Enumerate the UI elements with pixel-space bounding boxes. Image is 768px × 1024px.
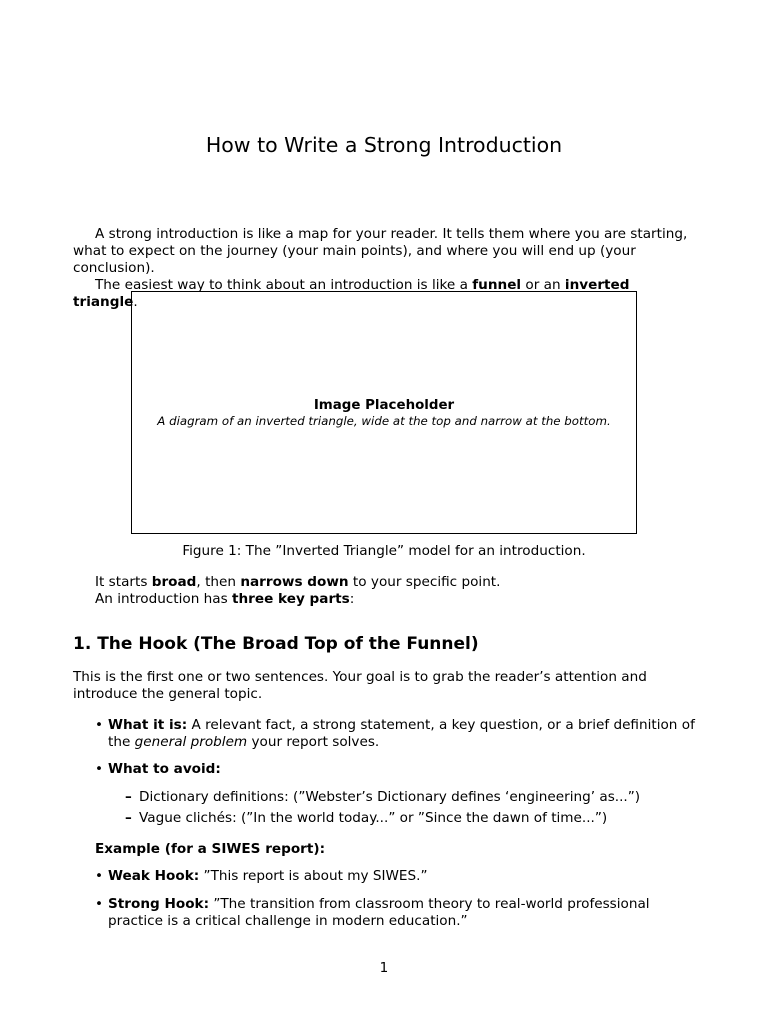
dash-icon: – [125,810,132,826]
bullet-icon: • [95,717,104,733]
line-text: : [349,591,355,607]
document-title: How to Write a Strong Introduction [205,133,563,157]
narrows-down-term: narrows down [240,574,349,590]
avoid-item-text: Dictionary definitions: (”Webster’s Dictionary defines ‘engineering’ as...”) [139,789,641,805]
intro-paragraph-1: A strong introduction is like a map for your reader. It tells them where you are starting, what to expect on the journey (your main points), and where you will end up (your conclusion). [73,226,688,276]
bullet-body: your report solves. [247,734,380,750]
bullet-text [108,761,697,778]
bullet-label: Weak Hook: [108,868,200,884]
bullet-label: What it is: [108,717,188,733]
placeholder-title: Image Placeholder [313,398,455,413]
bullet-icon: • [95,896,104,912]
broad-term: broad [151,574,197,590]
line-text: , then [196,574,241,590]
bullet-label: What to avoid: [108,761,221,777]
bullet-text [108,896,697,930]
general-problem-term: general problem [134,734,248,750]
bullet-body: ”The transition from classroom theory to real-world professional practice is a critical challenge in modern education.” [108,896,650,929]
placeholder-description: A diagram of an inverted triangle, wide at the top and narrow at the bottom. [157,414,611,428]
intro-text: . [133,294,138,310]
avoid-item [125,810,697,827]
funnel-term: funnel [472,277,522,293]
bullet-what-to-avoid [95,761,697,778]
intro-text: The easiest way to think about an introduction is like a [95,277,473,293]
line-text: An introduction has [95,591,232,607]
dash-icon: – [125,789,132,805]
bullet-icon: • [95,868,104,884]
bullet-body: A relevant fact, a strong statement, a key question, or a brief definition of the [108,717,695,750]
intro-text: or an [521,277,565,293]
three-key-parts-term: three key parts [232,591,350,607]
avoid-item-text: Vague clichés: (”In the world today...” or ”Since the dawn of time...”) [139,810,608,826]
page-number: 1 [379,960,389,976]
three-parts-line [95,591,695,608]
image-placeholder [131,291,637,534]
starts-broad-line [95,574,695,591]
bullet-what-it-is [95,717,697,751]
line-text: It starts [95,574,152,590]
bullet-strong-hook [95,896,697,930]
bullet-label: Strong Hook: [108,896,210,912]
inverted-triangle-term: inverted triangle [73,277,630,310]
line-text: to your specific point. [348,574,501,590]
section-heading: 1. The Hook (The Broad Top of the Funnel) [73,634,479,654]
bullet-text [108,868,697,885]
after-figure-text [95,574,695,608]
example-label: Example (for a SIWES report): [95,841,326,857]
bullet-body: ”This report is about my SIWES.” [199,868,428,884]
bullet-weak-hook [95,868,697,885]
section-intro: This is the first one or two sentences. Your goal is to grab the reader’s attention and introduce the general topic. [73,669,647,702]
figure-caption: Figure 1: The ”Inverted Triangle” model for an introduction. [182,543,586,559]
document-page [73,0,697,1024]
bullet-icon: • [95,761,104,777]
avoid-item [125,789,697,806]
bullet-text [108,717,697,751]
